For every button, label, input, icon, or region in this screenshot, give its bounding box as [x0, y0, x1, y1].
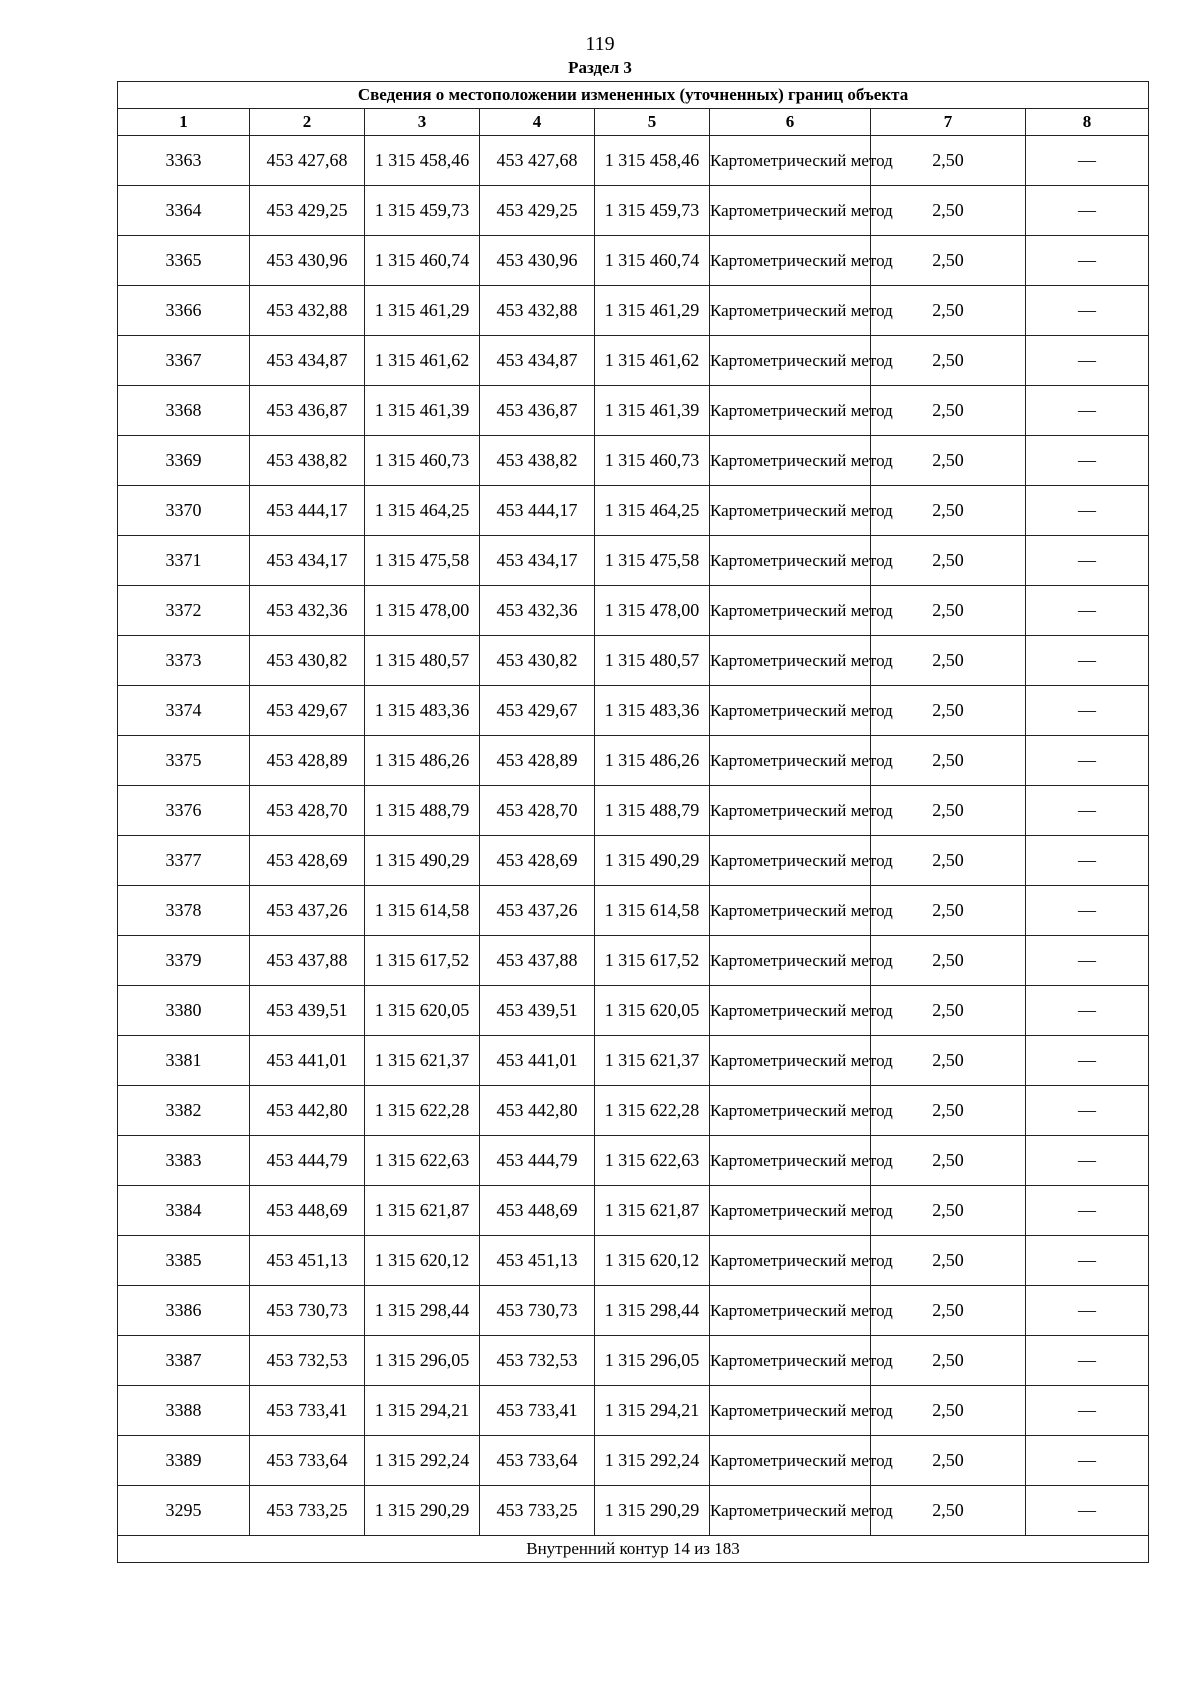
y-existing-cell: 1 315 490,29 — [365, 836, 480, 886]
method-cell: Картометрический метод — [710, 836, 871, 886]
accuracy-cell: 2,50 — [871, 336, 1026, 386]
accuracy-cell: 2,50 — [871, 236, 1026, 286]
x-existing-cell: 453 442,80 — [250, 1086, 365, 1136]
point-number-cell: 3295 — [118, 1486, 250, 1536]
note-cell: — — [1026, 186, 1149, 236]
y-refined-cell: 1 315 290,29 — [595, 1486, 710, 1536]
method-cell: Картометрический метод — [710, 886, 871, 936]
point-number-cell: 3364 — [118, 186, 250, 236]
table-row — [118, 1186, 1149, 1236]
x-existing-cell: 453 428,69 — [250, 836, 365, 886]
x-refined-cell: 453 430,82 — [480, 636, 595, 686]
x-existing-cell: 453 436,87 — [250, 386, 365, 436]
y-refined-cell: 1 315 617,52 — [595, 936, 710, 986]
point-number-cell: 3376 — [118, 786, 250, 836]
x-refined-cell: 453 434,17 — [480, 536, 595, 586]
y-refined-cell: 1 315 622,63 — [595, 1136, 710, 1186]
coordinates-table — [117, 81, 1149, 1563]
accuracy-cell: 2,50 — [871, 186, 1026, 236]
y-existing-cell: 1 315 480,57 — [365, 636, 480, 686]
accuracy-cell: 2,50 — [871, 586, 1026, 636]
note-cell: — — [1026, 1136, 1149, 1186]
accuracy-cell: 2,50 — [871, 1036, 1026, 1086]
note-cell: — — [1026, 786, 1149, 836]
column-number: 6 — [710, 109, 871, 136]
note-cell: — — [1026, 136, 1149, 186]
x-refined-cell: 453 432,36 — [480, 586, 595, 636]
x-refined-cell: 453 428,69 — [480, 836, 595, 886]
x-existing-cell: 453 432,36 — [250, 586, 365, 636]
table-row — [118, 1436, 1149, 1486]
y-refined-cell: 1 315 621,37 — [595, 1036, 710, 1086]
accuracy-cell: 2,50 — [871, 686, 1026, 736]
table-body — [118, 136, 1149, 1536]
accuracy-cell: 2,50 — [871, 736, 1026, 786]
x-refined-cell: 453 436,87 — [480, 386, 595, 436]
y-refined-cell: 1 315 464,25 — [595, 486, 710, 536]
x-refined-cell: 453 427,68 — [480, 136, 595, 186]
section-title: Раздел 3 — [568, 58, 632, 77]
y-refined-cell: 1 315 459,73 — [595, 186, 710, 236]
table-row — [118, 1236, 1149, 1286]
column-number: 4 — [480, 109, 595, 136]
table-row — [118, 486, 1149, 536]
table-row — [118, 536, 1149, 586]
column-number: 5 — [595, 109, 710, 136]
page-number: 119 — [585, 33, 615, 55]
x-refined-cell: 453 438,82 — [480, 436, 595, 486]
method-cell: Картометрический метод — [710, 386, 871, 436]
y-existing-cell: 1 315 460,74 — [365, 236, 480, 286]
y-existing-cell: 1 315 483,36 — [365, 686, 480, 736]
y-refined-cell: 1 315 460,73 — [595, 436, 710, 486]
note-cell: — — [1026, 1286, 1149, 1336]
x-existing-cell: 453 730,73 — [250, 1286, 365, 1336]
x-existing-cell: 453 428,70 — [250, 786, 365, 836]
method-cell: Картометрический метод — [710, 1036, 871, 1086]
x-refined-cell: 453 439,51 — [480, 986, 595, 1036]
y-existing-cell: 1 315 478,00 — [365, 586, 480, 636]
accuracy-cell: 2,50 — [871, 1086, 1026, 1136]
y-existing-cell: 1 315 621,87 — [365, 1186, 480, 1236]
note-cell: — — [1026, 1186, 1149, 1236]
accuracy-cell: 2,50 — [871, 386, 1026, 436]
table-row — [118, 436, 1149, 486]
note-cell: — — [1026, 836, 1149, 886]
point-number-cell: 3370 — [118, 486, 250, 536]
point-number-cell: 3383 — [118, 1136, 250, 1186]
method-cell: Картометрический метод — [710, 936, 871, 986]
y-refined-cell: 1 315 460,74 — [595, 236, 710, 286]
x-refined-cell: 453 434,87 — [480, 336, 595, 386]
x-refined-cell: 453 430,96 — [480, 236, 595, 286]
x-refined-cell: 453 732,53 — [480, 1336, 595, 1386]
point-number-cell: 3389 — [118, 1436, 250, 1486]
note-cell: — — [1026, 286, 1149, 336]
accuracy-cell: 2,50 — [871, 286, 1026, 336]
point-number-cell: 3380 — [118, 986, 250, 1036]
table-row — [118, 736, 1149, 786]
point-number-cell: 3367 — [118, 336, 250, 386]
x-existing-cell: 453 733,25 — [250, 1486, 365, 1536]
method-cell: Картометрический метод — [710, 1236, 871, 1286]
table-row — [118, 236, 1149, 286]
table-row — [118, 286, 1149, 336]
column-number: 8 — [1026, 109, 1149, 136]
x-existing-cell: 453 444,17 — [250, 486, 365, 536]
method-cell: Картометрический метод — [710, 636, 871, 686]
note-cell: — — [1026, 686, 1149, 736]
column-number: 1 — [118, 109, 250, 136]
x-refined-cell: 453 451,13 — [480, 1236, 595, 1286]
x-existing-cell: 453 428,89 — [250, 736, 365, 786]
x-existing-cell: 453 432,88 — [250, 286, 365, 336]
column-number-row — [118, 109, 1149, 136]
x-existing-cell: 453 434,17 — [250, 536, 365, 586]
x-refined-cell: 453 442,80 — [480, 1086, 595, 1136]
accuracy-cell: 2,50 — [871, 536, 1026, 586]
y-existing-cell: 1 315 622,63 — [365, 1136, 480, 1186]
note-cell: — — [1026, 486, 1149, 536]
accuracy-cell: 2,50 — [871, 836, 1026, 886]
x-existing-cell: 453 430,82 — [250, 636, 365, 686]
x-existing-cell: 453 430,96 — [250, 236, 365, 286]
x-refined-cell: 453 730,73 — [480, 1286, 595, 1336]
x-existing-cell: 453 444,79 — [250, 1136, 365, 1186]
table-row — [118, 636, 1149, 686]
point-number-cell: 3375 — [118, 736, 250, 786]
y-refined-cell: 1 315 620,12 — [595, 1236, 710, 1286]
point-number-cell: 3365 — [118, 236, 250, 286]
method-cell: Картометрический метод — [710, 586, 871, 636]
table-row — [118, 786, 1149, 836]
x-refined-cell: 453 432,88 — [480, 286, 595, 336]
point-number-cell: 3371 — [118, 536, 250, 586]
x-existing-cell: 453 427,68 — [250, 136, 365, 186]
accuracy-cell: 2,50 — [871, 1336, 1026, 1386]
x-existing-cell: 453 429,25 — [250, 186, 365, 236]
y-refined-cell: 1 315 458,46 — [595, 136, 710, 186]
y-existing-cell: 1 315 461,62 — [365, 336, 480, 386]
table-row — [118, 936, 1149, 986]
method-cell: Картометрический метод — [710, 986, 871, 1036]
y-existing-cell: 1 315 294,21 — [365, 1386, 480, 1436]
x-existing-cell: 453 451,13 — [250, 1236, 365, 1286]
y-existing-cell: 1 315 458,46 — [365, 136, 480, 186]
method-cell: Картометрический метод — [710, 236, 871, 286]
x-existing-cell: 453 448,69 — [250, 1186, 365, 1236]
method-cell: Картометрический метод — [710, 536, 871, 586]
y-refined-cell: 1 315 480,57 — [595, 636, 710, 686]
accuracy-cell: 2,50 — [871, 1186, 1026, 1236]
note-cell: — — [1026, 1386, 1149, 1436]
accuracy-cell: 2,50 — [871, 1386, 1026, 1436]
point-number-cell: 3374 — [118, 686, 250, 736]
x-existing-cell: 453 441,01 — [250, 1036, 365, 1086]
y-existing-cell: 1 315 296,05 — [365, 1336, 480, 1386]
y-existing-cell: 1 315 461,29 — [365, 286, 480, 336]
y-refined-cell: 1 315 461,29 — [595, 286, 710, 336]
note-cell: — — [1026, 1486, 1149, 1536]
method-cell: Картометрический метод — [710, 1086, 871, 1136]
table-row — [118, 836, 1149, 886]
x-refined-cell: 453 428,89 — [480, 736, 595, 786]
x-refined-cell: 453 733,41 — [480, 1386, 595, 1436]
note-cell: — — [1026, 636, 1149, 686]
y-refined-cell: 1 315 621,87 — [595, 1186, 710, 1236]
method-cell: Картометрический метод — [710, 1386, 871, 1436]
method-cell: Картометрический метод — [710, 786, 871, 836]
method-cell: Картометрический метод — [710, 736, 871, 786]
y-refined-cell: 1 315 488,79 — [595, 786, 710, 836]
table-row — [118, 1336, 1149, 1386]
y-existing-cell: 1 315 460,73 — [365, 436, 480, 486]
point-number-cell: 3388 — [118, 1386, 250, 1436]
y-refined-cell: 1 315 461,39 — [595, 386, 710, 436]
table-row — [118, 386, 1149, 436]
note-cell: — — [1026, 1336, 1149, 1386]
point-number-cell: 3378 — [118, 886, 250, 936]
method-cell: Картометрический метод — [710, 1436, 871, 1486]
table-row — [118, 986, 1149, 1036]
method-cell: Картометрический метод — [710, 686, 871, 736]
y-existing-cell: 1 315 475,58 — [365, 536, 480, 586]
x-existing-cell: 453 732,53 — [250, 1336, 365, 1386]
x-existing-cell: 453 438,82 — [250, 436, 365, 486]
y-refined-cell: 1 315 478,00 — [595, 586, 710, 636]
point-number-cell: 3386 — [118, 1286, 250, 1336]
point-number-cell: 3372 — [118, 586, 250, 636]
method-cell: Картометрический метод — [710, 1136, 871, 1186]
y-existing-cell: 1 315 617,52 — [365, 936, 480, 986]
x-refined-cell: 453 437,88 — [480, 936, 595, 986]
y-refined-cell: 1 315 490,29 — [595, 836, 710, 886]
table-row — [118, 136, 1149, 186]
table-row — [118, 1286, 1149, 1336]
note-cell: — — [1026, 886, 1149, 936]
table-row — [118, 186, 1149, 236]
column-number: 2 — [250, 109, 365, 136]
table-row — [118, 1036, 1149, 1086]
note-cell: — — [1026, 1436, 1149, 1486]
note-cell: — — [1026, 586, 1149, 636]
x-existing-cell: 453 437,88 — [250, 936, 365, 986]
x-refined-cell: 453 444,79 — [480, 1136, 595, 1186]
y-existing-cell: 1 315 290,29 — [365, 1486, 480, 1536]
point-number-cell: 3382 — [118, 1086, 250, 1136]
y-refined-cell: 1 315 614,58 — [595, 886, 710, 936]
x-refined-cell: 453 429,67 — [480, 686, 595, 736]
y-refined-cell: 1 315 622,28 — [595, 1086, 710, 1136]
point-number-cell: 3381 — [118, 1036, 250, 1086]
x-existing-cell: 453 437,26 — [250, 886, 365, 936]
accuracy-cell: 2,50 — [871, 986, 1026, 1036]
table-row — [118, 686, 1149, 736]
point-number-cell: 3377 — [118, 836, 250, 886]
table-row — [118, 586, 1149, 636]
method-cell: Картометрический метод — [710, 186, 871, 236]
x-refined-cell: 453 444,17 — [480, 486, 595, 536]
note-cell: — — [1026, 386, 1149, 436]
accuracy-cell: 2,50 — [871, 636, 1026, 686]
x-refined-cell: 453 429,25 — [480, 186, 595, 236]
point-number-cell: 3379 — [118, 936, 250, 986]
y-existing-cell: 1 315 620,12 — [365, 1236, 480, 1286]
method-cell: Картометрический метод — [710, 1186, 871, 1236]
column-number: 3 — [365, 109, 480, 136]
y-existing-cell: 1 315 620,05 — [365, 986, 480, 1036]
table-row — [118, 1486, 1149, 1536]
y-existing-cell: 1 315 459,73 — [365, 186, 480, 236]
y-refined-cell: 1 315 461,62 — [595, 336, 710, 386]
y-existing-cell: 1 315 622,28 — [365, 1086, 480, 1136]
x-refined-cell: 453 448,69 — [480, 1186, 595, 1236]
table-footer: Внутренний контур 14 из 183 — [118, 1536, 1149, 1563]
y-existing-cell: 1 315 464,25 — [365, 486, 480, 536]
y-existing-cell: 1 315 461,39 — [365, 386, 480, 436]
column-number: 7 — [871, 109, 1026, 136]
y-existing-cell: 1 315 292,24 — [365, 1436, 480, 1486]
point-number-cell: 3363 — [118, 136, 250, 186]
method-cell: Картометрический метод — [710, 1336, 871, 1386]
y-refined-cell: 1 315 483,36 — [595, 686, 710, 736]
method-cell: Картометрический метод — [710, 436, 871, 486]
accuracy-cell: 2,50 — [871, 936, 1026, 986]
accuracy-cell: 2,50 — [871, 1436, 1026, 1486]
x-refined-cell: 453 428,70 — [480, 786, 595, 836]
point-number-cell: 3384 — [118, 1186, 250, 1236]
point-number-cell: 3366 — [118, 286, 250, 336]
x-existing-cell: 453 439,51 — [250, 986, 365, 1036]
point-number-cell: 3369 — [118, 436, 250, 486]
x-refined-cell: 453 441,01 — [480, 1036, 595, 1086]
y-refined-cell: 1 315 294,21 — [595, 1386, 710, 1436]
y-refined-cell: 1 315 475,58 — [595, 536, 710, 586]
accuracy-cell: 2,50 — [871, 486, 1026, 536]
x-existing-cell: 453 429,67 — [250, 686, 365, 736]
method-cell: Картометрический метод — [710, 1486, 871, 1536]
accuracy-cell: 2,50 — [871, 436, 1026, 486]
table-row — [118, 336, 1149, 386]
x-existing-cell: 453 733,64 — [250, 1436, 365, 1486]
accuracy-cell: 2,50 — [871, 1286, 1026, 1336]
y-existing-cell: 1 315 614,58 — [365, 886, 480, 936]
method-cell: Картометрический метод — [710, 1286, 871, 1336]
table-caption: Сведения о местоположении измененных (уточненных) границ объекта — [118, 82, 1149, 109]
method-cell: Картометрический метод — [710, 336, 871, 386]
table-row — [118, 1136, 1149, 1186]
y-refined-cell: 1 315 298,44 — [595, 1286, 710, 1336]
point-number-cell: 3387 — [118, 1336, 250, 1386]
note-cell: — — [1026, 336, 1149, 386]
accuracy-cell: 2,50 — [871, 1236, 1026, 1286]
note-cell: — — [1026, 1236, 1149, 1286]
table-row — [118, 1386, 1149, 1436]
accuracy-cell: 2,50 — [871, 886, 1026, 936]
method-cell: Картометрический метод — [710, 486, 871, 536]
y-refined-cell: 1 315 486,26 — [595, 736, 710, 786]
note-cell: — — [1026, 536, 1149, 586]
note-cell: — — [1026, 436, 1149, 486]
accuracy-cell: 2,50 — [871, 136, 1026, 186]
x-existing-cell: 453 733,41 — [250, 1386, 365, 1436]
table-row — [118, 1086, 1149, 1136]
point-number-cell: 3385 — [118, 1236, 250, 1286]
accuracy-cell: 2,50 — [871, 1136, 1026, 1186]
x-existing-cell: 453 434,87 — [250, 336, 365, 386]
table-row — [118, 886, 1149, 936]
note-cell: — — [1026, 1086, 1149, 1136]
point-number-cell: 3368 — [118, 386, 250, 436]
point-number-cell: 3373 — [118, 636, 250, 686]
y-existing-cell: 1 315 621,37 — [365, 1036, 480, 1086]
y-refined-cell: 1 315 620,05 — [595, 986, 710, 1036]
x-refined-cell: 453 733,25 — [480, 1486, 595, 1536]
note-cell: — — [1026, 736, 1149, 786]
y-refined-cell: 1 315 296,05 — [595, 1336, 710, 1386]
y-refined-cell: 1 315 292,24 — [595, 1436, 710, 1486]
note-cell: — — [1026, 936, 1149, 986]
x-refined-cell: 453 437,26 — [480, 886, 595, 936]
y-existing-cell: 1 315 486,26 — [365, 736, 480, 786]
note-cell: — — [1026, 236, 1149, 286]
y-existing-cell: 1 315 298,44 — [365, 1286, 480, 1336]
note-cell: — — [1026, 986, 1149, 1036]
accuracy-cell: 2,50 — [871, 1486, 1026, 1536]
note-cell: — — [1026, 1036, 1149, 1086]
x-refined-cell: 453 733,64 — [480, 1436, 595, 1486]
y-existing-cell: 1 315 488,79 — [365, 786, 480, 836]
accuracy-cell: 2,50 — [871, 786, 1026, 836]
method-cell: Картометрический метод — [710, 136, 871, 186]
method-cell: Картометрический метод — [710, 286, 871, 336]
